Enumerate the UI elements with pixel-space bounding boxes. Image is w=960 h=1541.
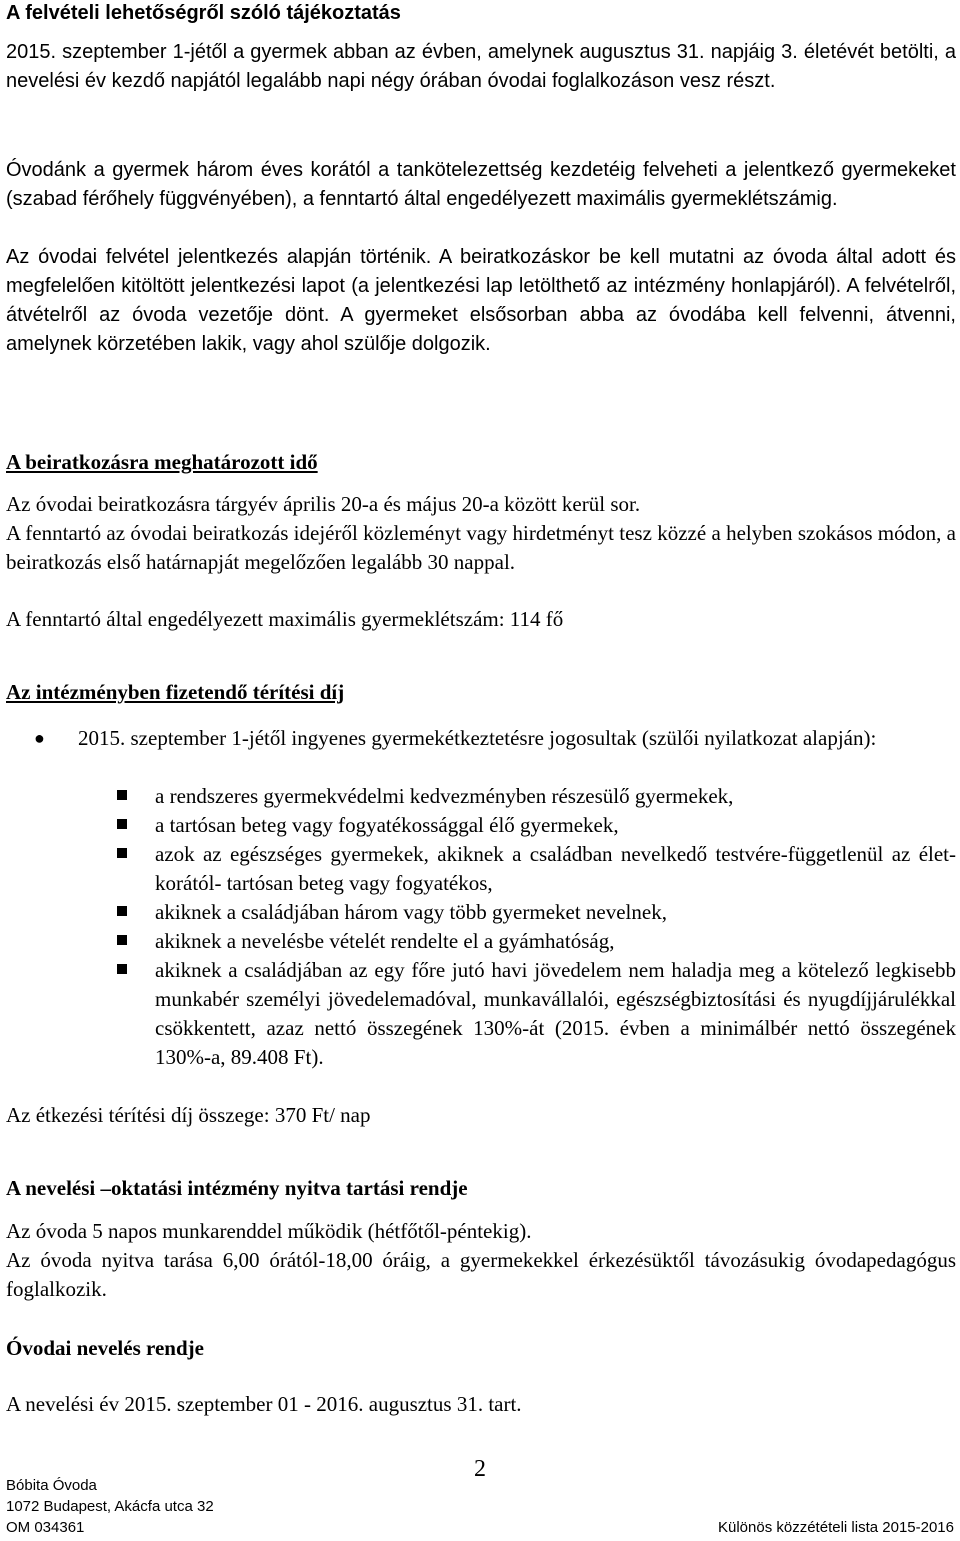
admission-paragraph: Óvodánk a gyermek három éves korától a tankötelezettség kezdetéig felveheti a jelentkező gyermekeket (szabad férőhely függvényében), a fenntartó által engedélyezett maximális gyermeklétszámig. (6, 159, 956, 210)
opening-hours: Az óvoda nyitva tarása 6,00 órától-18,00 óráig, a gyermekekkel érkezésüktől távozásukig óvodapedagógus foglalkozik. (6, 1248, 956, 1301)
list-item: akiknek a nevelésbe vételét rendelte el a gyámhatóság, (155, 927, 956, 956)
square-bullet-icon (117, 906, 127, 916)
enrollment-notice: A fenntartó az óvodai beiratkozás idejéről közleményt vagy hirdetményt tesz közzé a helyben szokásos módon, a beiratkozás első határnapját megelőzően legalább 30 nappal. (6, 521, 956, 574)
fees-heading: Az intézményben fizetendő térítési díj (6, 680, 345, 704)
list-item: a tartósan beteg vagy fogyatékossággal élő gyermekek, (155, 811, 956, 840)
opening-heading: A nevelési –oktatási intézmény nyitva tartási rendje (6, 1176, 468, 1200)
square-bullet-icon (117, 935, 127, 945)
square-bullet-icon (117, 848, 127, 858)
footer-org (6, 1475, 214, 1538)
square-bullet-icon (117, 819, 127, 829)
opening-workdays: Az óvoda 5 napos munkarenddel működik (hétfőtől-péntekig). (6, 1219, 532, 1243)
footer-doc-title: Különös közzétételi lista 2015-2016 (718, 1519, 954, 1536)
enrollment-period: Az óvodai beiratkozásra tárgyév április 20-a és május 20-a között kerül sor. (6, 492, 641, 516)
free-meal-bullet (34, 724, 956, 753)
free-meal-text: 2015. szeptember 1-jétől ingyenes gyermekétkeztetésre jogosultak (szülői nyilatkozat alapján): (78, 726, 877, 750)
footer-om: OM 034361 (6, 1519, 85, 1536)
document-title: A felvételi lehetőségről szóló tájékoztatás (6, 2, 401, 24)
footer-address: 1072 Budapest, Akácfa utca 32 (6, 1498, 214, 1515)
list-item: a rendszeres gyermekvédelmi kedvezményben részesülő gyermekek, (155, 782, 956, 811)
footer-org-name: Bóbita Óvoda (6, 1477, 97, 1494)
meal-fee: Az étkezési térítési díj összege: 370 Ft/ nap (6, 1103, 371, 1127)
application-paragraph: Az óvodai felvétel jelentkezés alapján történik. A beiratkozáskor be kell mutatni az óvoda által adott és megfelelően kitöltött jelentkezési lapot (a jelentkezési lap letölthető az intézmény honlapjáról). A felvételről, átvételről az óvoda vezetője dönt. A gyermeket elsősorban abba az óvodába kell felvenni, átvenni, amelynek körzetében lakik, vagy ahol szülője dolgozik. (6, 246, 956, 355)
schedule-heading: Óvodai nevelés rendje (6, 1336, 204, 1360)
list-item: azok az egészséges gyermekek, akiknek a családban nevelkedő testvére-függetlenül az élet-korától- tartósan beteg vagy fogyatékos, (155, 840, 956, 898)
list-item: akiknek a családjában három vagy több gyermeket nevelnek, (155, 898, 956, 927)
square-bullet-icon (117, 964, 127, 974)
square-bullet-icon (117, 790, 127, 800)
intro-paragraph: 2015. szeptember 1-jétől a gyermek abban az évben, amelynek augusztus 31. napjáig 3. életévét betölti, a nevelési év kezdő napjától legalább napi négy órában óvodai foglalkozáson vesz részt. (6, 41, 956, 92)
bullet-dot-icon: ● (34, 728, 45, 748)
list-item: akiknek a családjában az egy főre jutó havi jövedelem nem haladja meg a kötelező legkisebb munkabér személyi jövedelemadóval, munkavállalói, egészségbiztosítási és nyugdíjjárulékkal csökkentett, azaz nettó összegének 130%-át (2015. évben a minimálbér nettó összegének 130%-a, 89.408 Ft). (155, 956, 956, 1072)
schedule-line: A nevelési év 2015. szeptember 01 - 2016. augusztus 31. tart. (6, 1392, 522, 1416)
enrollment-heading: A beiratkozásra meghatározott idő (6, 450, 318, 474)
max-children: A fenntartó által engedélyezett maximális gyermeklétszám: 114 fő (6, 607, 564, 631)
page-number: 2 (474, 1456, 486, 1482)
